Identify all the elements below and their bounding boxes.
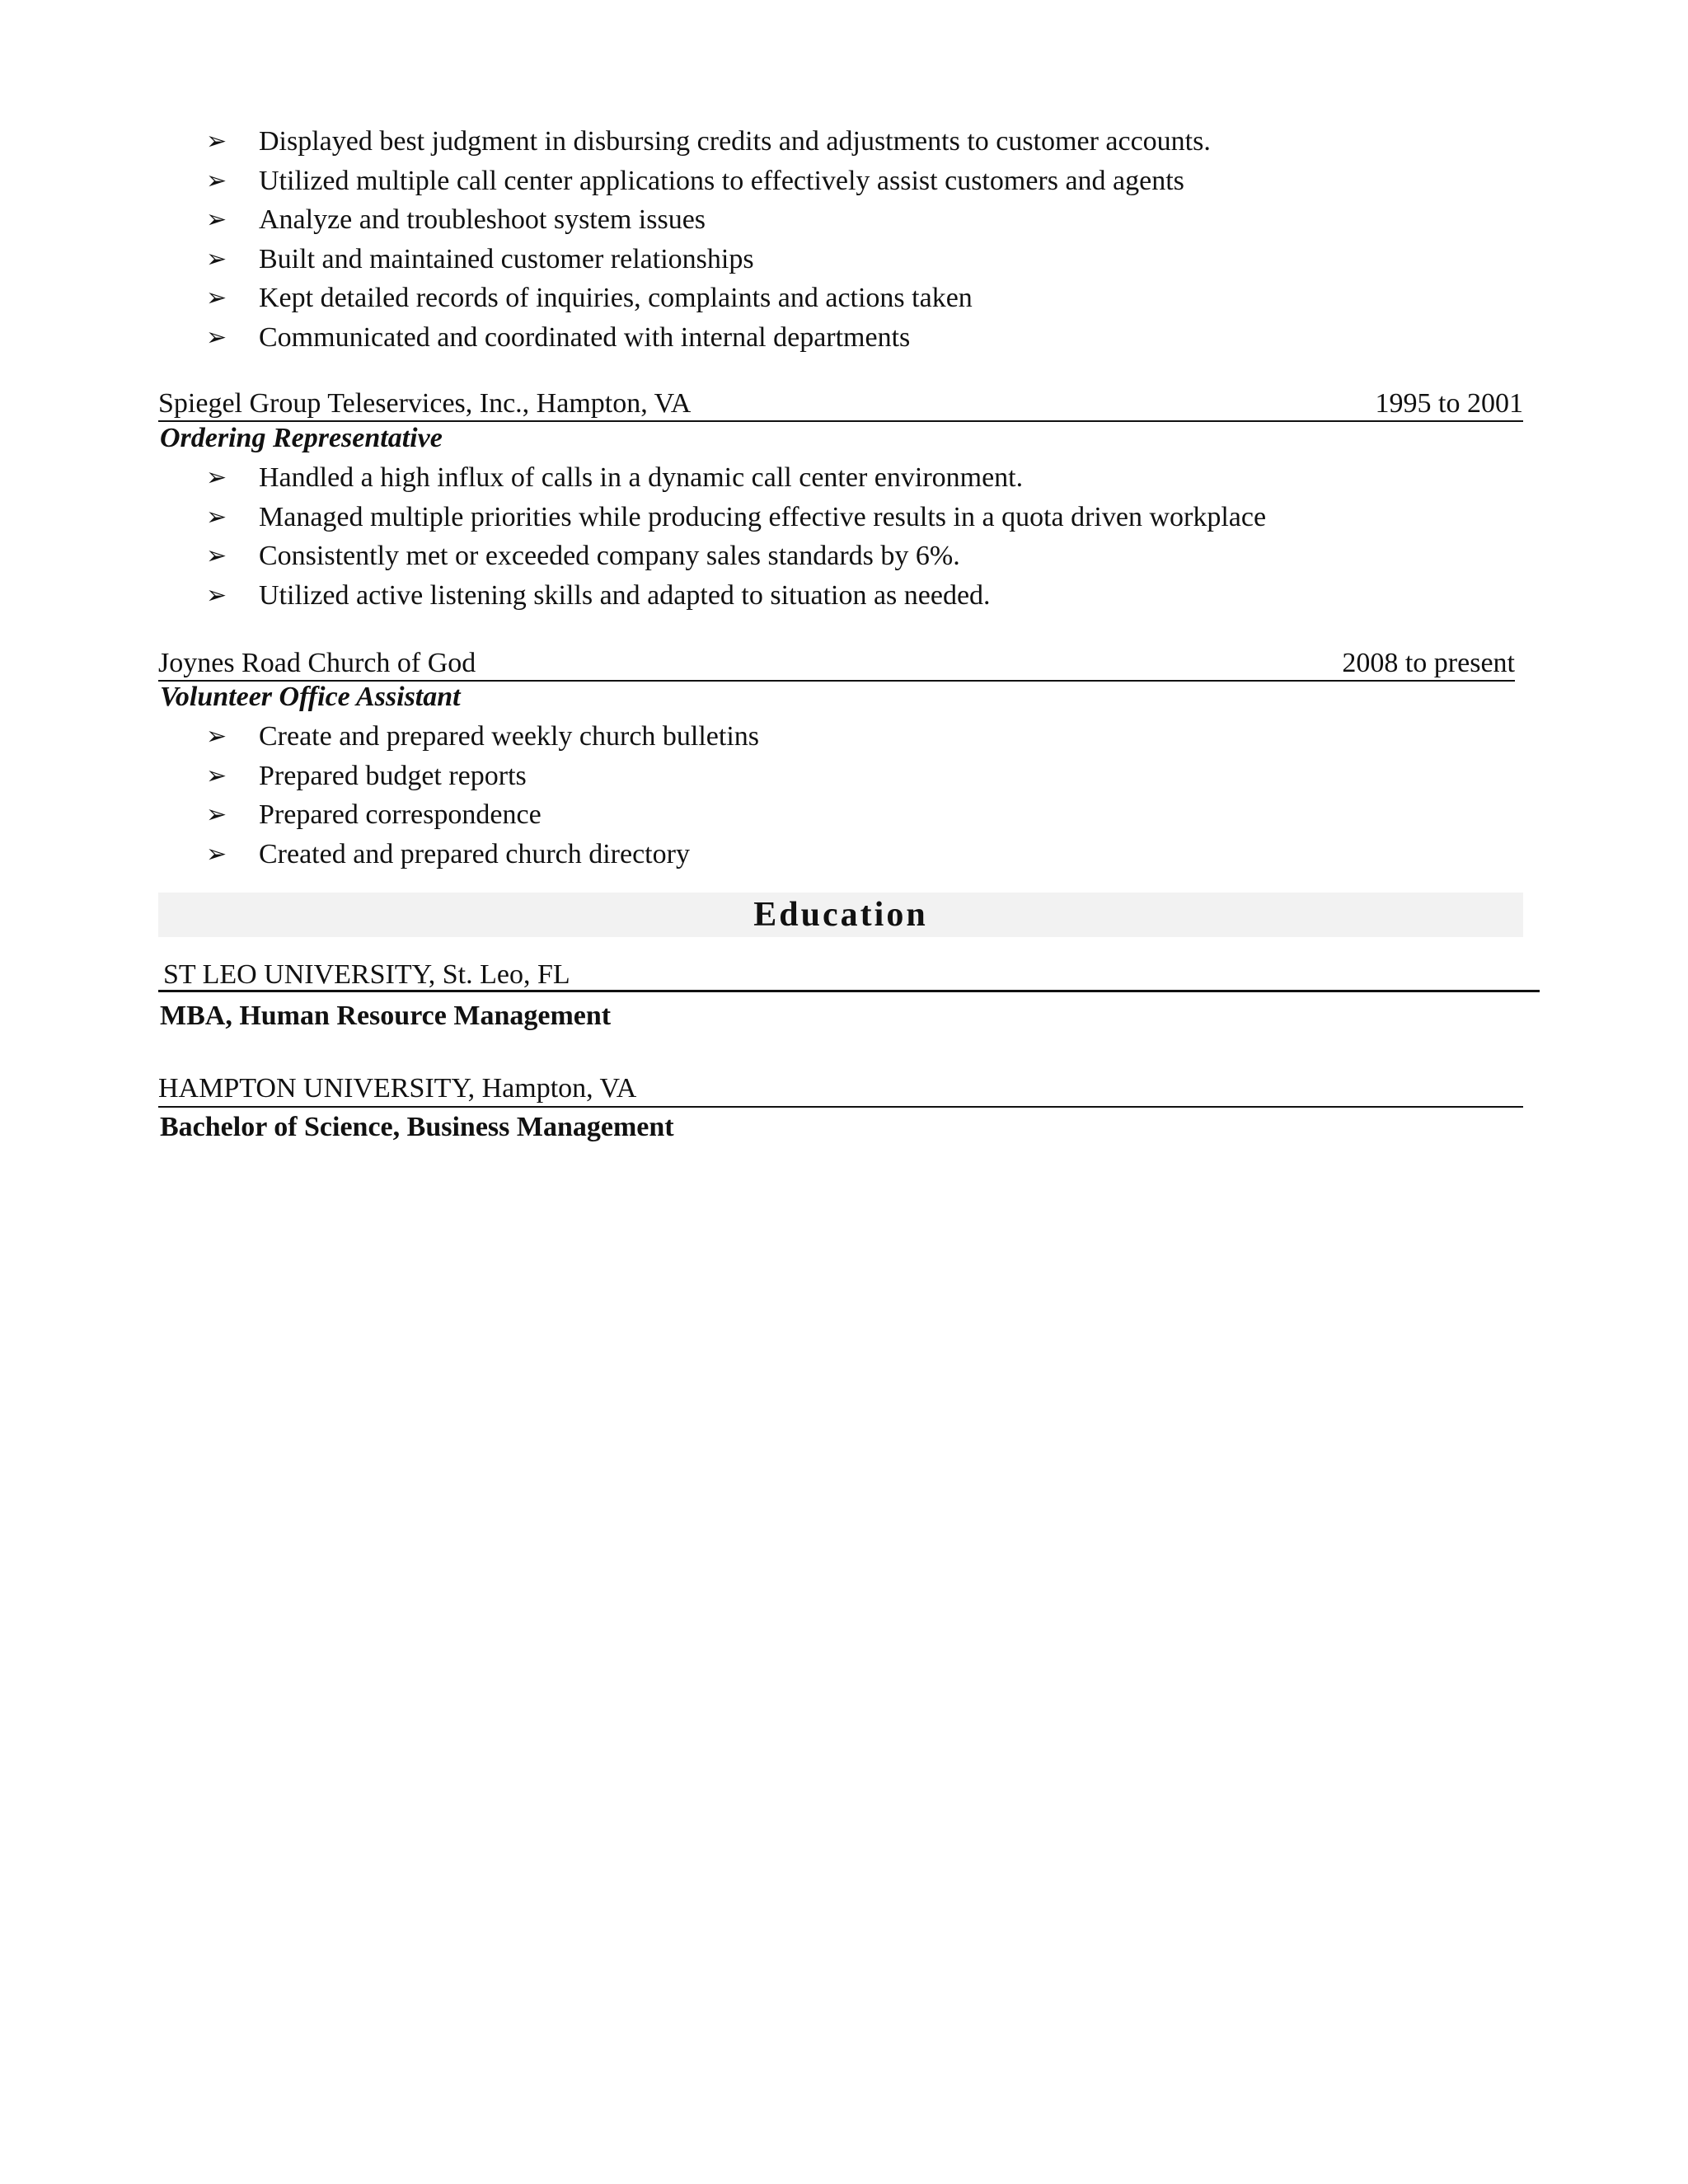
school-name: HAMPTON UNIVERSITY, Hampton, VA	[158, 1071, 1523, 1108]
job-header-church	[158, 647, 1515, 682]
arrow-bullet-icon: ➢	[206, 580, 227, 610]
arrow-bullet-icon: ➢	[206, 127, 227, 156]
employer-name: Joynes Road Church of God	[158, 648, 476, 678]
bullet-item	[206, 279, 1525, 318]
bullet-text: Created and prepared church directory	[259, 838, 690, 869]
bullet-item	[206, 200, 1525, 240]
arrow-bullet-icon: ➢	[206, 541, 227, 570]
bullet-item	[206, 498, 1525, 537]
job-title: Volunteer Office Assistant	[160, 682, 461, 712]
bullet-item	[206, 835, 1525, 874]
bullet-item	[206, 537, 1525, 576]
bullet-item	[206, 717, 1525, 757]
bullet-text: Displayed best judgment in disbursing credits and adjustments to customer accounts.	[259, 126, 1211, 157]
arrow-bullet-icon: ➢	[206, 761, 227, 790]
arrow-bullet-icon: ➢	[206, 463, 227, 492]
bullet-item	[206, 795, 1525, 835]
degree-name: MBA, Human Resource Management	[160, 1001, 612, 1031]
bullet-item	[206, 757, 1525, 796]
bullet-text: Utilized active listening skills and adapted to situation as needed.	[259, 579, 991, 611]
arrow-bullet-icon: ➢	[206, 244, 227, 274]
arrow-bullet-icon: ➢	[206, 284, 227, 312]
bullet-item	[206, 318, 1525, 358]
employment-dates: 2008 to present	[1342, 648, 1515, 678]
bullet-text: Managed multiple priorities while producing effective results in a quota driven workplace	[259, 501, 1267, 532]
bullet-text: Create and prepared weekly church bulletins	[259, 721, 760, 752]
employer-name: Spiegel Group Teleservices, Inc., Hampton, VA	[158, 388, 692, 419]
bullet-text: Analyze and troubleshoot system issues	[259, 204, 706, 235]
arrow-bullet-icon: ➢	[206, 839, 227, 869]
arrow-bullet-icon: ➢	[206, 800, 227, 829]
bullet-text: Utilized multiple call center applications to effectively assist customers and agents	[259, 165, 1184, 196]
bullet-text: Consistently met or exceeded company sales standards by 6%.	[259, 541, 960, 571]
bullet-item	[206, 122, 1525, 162]
job-title: Ordering Representative	[160, 423, 443, 453]
degree-name: Bachelor of Science, Business Management	[160, 1112, 674, 1142]
bullet-text: Kept detailed records of inquiries, complaints and actions taken	[259, 283, 973, 313]
bullet-item	[206, 162, 1525, 201]
arrow-bullet-icon: ➢	[206, 166, 227, 195]
employment-dates: 1995 to 2001	[1375, 388, 1523, 419]
bullet-text: Built and maintained customer relationships	[259, 243, 754, 274]
bullet-text: Handled a high influx of calls in a dynamic call center environment.	[259, 462, 1024, 493]
bullet-item	[206, 240, 1525, 279]
arrow-bullet-icon: ➢	[206, 322, 227, 352]
arrow-bullet-icon: ➢	[206, 722, 227, 751]
previous-job-bullet-list	[206, 122, 1525, 357]
job-bullet-list	[206, 458, 1525, 615]
job-header-spiegel	[158, 387, 1523, 422]
bullet-text: Communicated and coordinated with internal departments	[259, 321, 911, 353]
arrow-bullet-icon: ➢	[206, 502, 227, 532]
bullet-item	[206, 576, 1525, 616]
arrow-bullet-icon: ➢	[206, 205, 227, 234]
job-bullet-list	[206, 717, 1525, 874]
bullet-text: Prepared budget reports	[259, 760, 527, 791]
bullet-text: Prepared correspondence	[259, 799, 542, 830]
education-section-heading: Education	[158, 893, 1523, 937]
school-name: ST LEO UNIVERSITY, St. Leo, FL	[158, 958, 1540, 992]
bullet-item	[206, 458, 1525, 498]
